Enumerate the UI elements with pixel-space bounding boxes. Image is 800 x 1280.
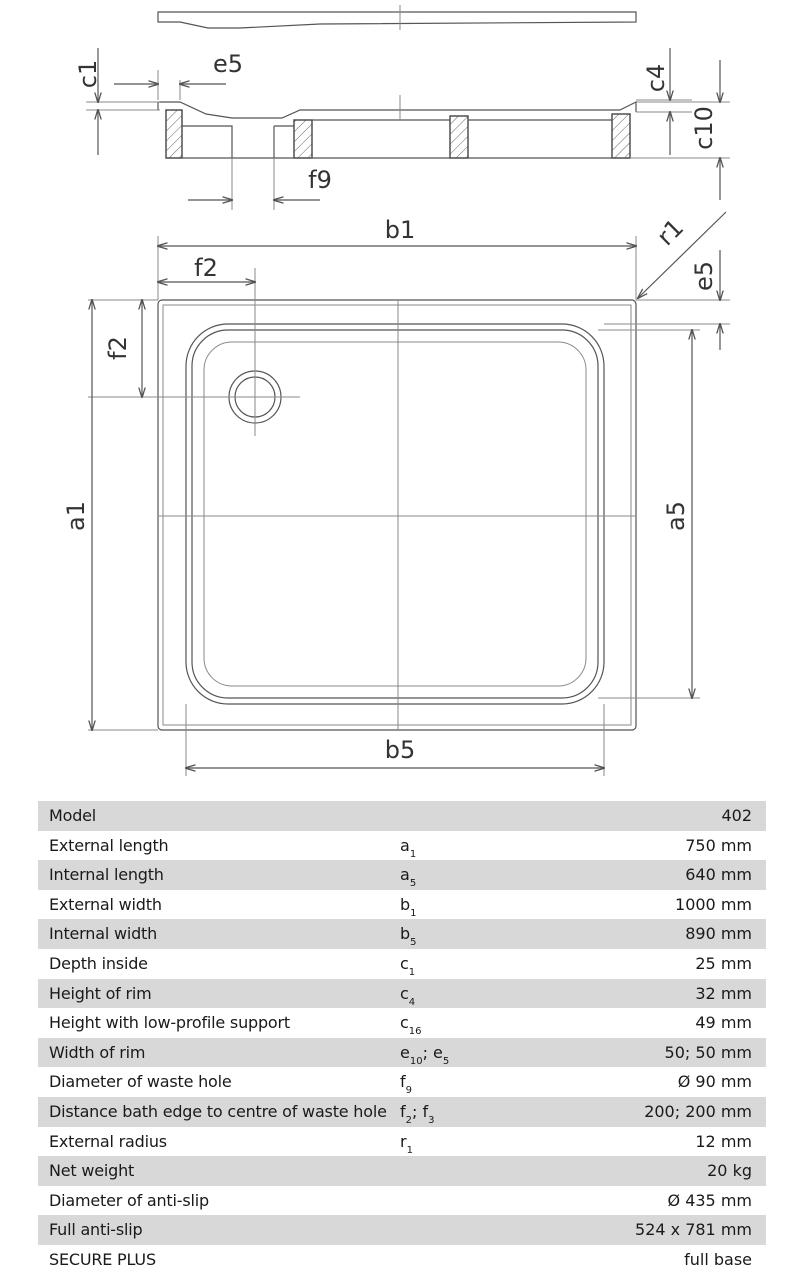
symbol-subscript: 4	[408, 996, 416, 1008]
row-symbol	[400, 1097, 435, 1127]
row-label: SECURE PLUS	[49, 1249, 156, 1269]
row-value: 640 mm	[685, 865, 752, 885]
symbol-letter: c	[400, 983, 409, 1003]
row-value: 12 mm	[695, 1131, 752, 1151]
row-label: Height with low-profile support	[49, 1013, 290, 1033]
symbol-subscript: 1	[408, 966, 416, 978]
table-row	[38, 1156, 766, 1186]
row-symbol	[400, 949, 415, 979]
table-row	[38, 860, 766, 890]
row-symbol	[400, 979, 415, 1009]
row-label: External width	[49, 894, 162, 914]
row-label: Diameter of anti-slip	[49, 1190, 209, 1210]
symbol-letter: b	[400, 894, 411, 914]
row-value: 49 mm	[695, 1013, 752, 1033]
label-e5-top: e5	[212, 50, 244, 78]
table-row	[38, 1097, 766, 1127]
row-value: 402	[721, 806, 752, 825]
row-symbol	[400, 890, 417, 920]
symbol-subscript: 2	[405, 1114, 413, 1126]
table-row	[38, 890, 766, 920]
label-f2-vertical: f2	[104, 336, 132, 360]
row-value: 524 x 781 mm	[635, 1220, 752, 1240]
row-value: 890 mm	[685, 924, 752, 944]
symbol-subscript: 5	[410, 937, 417, 949]
row-label: Internal width	[49, 924, 158, 944]
label-c1: c1	[74, 59, 102, 89]
label-c4: c4	[642, 63, 670, 93]
row-symbol	[400, 1067, 412, 1097]
symbol-letter: a	[400, 865, 410, 885]
row-symbol	[400, 860, 416, 890]
row-label: Depth inside	[49, 953, 148, 973]
specification-table	[38, 801, 766, 1275]
label-b1: b1	[384, 216, 416, 244]
row-value: 1000 mm	[675, 894, 752, 914]
symbol-letter: a	[400, 835, 410, 855]
symbol-letter: e	[400, 1042, 410, 1062]
label-c10: c10	[690, 106, 718, 150]
symbol-letter: b	[400, 924, 411, 944]
row-label: Height of rim	[49, 983, 152, 1003]
label-f2-horizontal: f2	[194, 254, 218, 282]
row-value: full base	[684, 1249, 752, 1269]
symbol-subscript: 3	[428, 1114, 435, 1126]
symbol-letter: ; f	[412, 1101, 429, 1121]
row-label: Model	[49, 806, 97, 825]
row-value: 200; 200 mm	[644, 1101, 752, 1121]
row-value: 25 mm	[695, 953, 752, 973]
table-row	[38, 919, 766, 949]
label-f9: f9	[308, 166, 332, 194]
tray-side-profile-top	[158, 5, 636, 30]
table-row	[38, 831, 766, 861]
table-row	[38, 801, 766, 831]
label-r1: r1	[651, 213, 690, 252]
row-value: 750 mm	[685, 835, 752, 855]
row-value: Ø 90 mm	[677, 1072, 752, 1092]
row-value: 32 mm	[695, 983, 752, 1003]
row-label: Net weight	[49, 1161, 135, 1181]
row-label: Distance bath edge to centre of waste hole	[49, 1101, 387, 1121]
table-row	[38, 1038, 766, 1068]
row-label: External radius	[49, 1131, 167, 1151]
table-row	[38, 1186, 766, 1216]
symbol-letter: c	[400, 1013, 409, 1033]
label-a5: a5	[662, 501, 690, 531]
row-label: External length	[49, 835, 169, 855]
plan-dimensions	[62, 212, 730, 776]
symbol-subscript: 1	[406, 1144, 413, 1156]
row-label: Diameter of waste hole	[49, 1072, 232, 1092]
symbol-letter: r	[400, 1131, 407, 1151]
label-a1: a1	[62, 501, 90, 531]
symbol-subscript: 10	[409, 1055, 423, 1067]
row-symbol	[400, 919, 417, 949]
table-row	[38, 1215, 766, 1245]
symbol-subscript: 5	[442, 1055, 450, 1067]
symbol-letter: c	[400, 953, 409, 973]
symbol-subscript: 1	[410, 907, 417, 919]
symbol-letter: f	[400, 1072, 406, 1092]
table-row	[38, 949, 766, 979]
row-value: Ø 435 mm	[667, 1190, 752, 1210]
table-row	[38, 1008, 766, 1038]
symbol-subscript: 1	[409, 848, 417, 860]
row-value: 50; 50 mm	[664, 1042, 752, 1062]
row-symbol	[400, 831, 416, 861]
table-row	[38, 1127, 766, 1157]
symbol-letter: f	[400, 1101, 406, 1121]
row-symbol	[400, 1008, 422, 1038]
row-label: Full anti-slip	[49, 1220, 143, 1240]
symbol-letter: ; e	[422, 1042, 443, 1062]
row-label: Width of rim	[49, 1042, 146, 1062]
tray-plan-view	[88, 268, 636, 730]
row-symbol	[400, 1038, 449, 1068]
table-row	[38, 1067, 766, 1097]
row-value: 20 kg	[707, 1161, 752, 1181]
table-row	[38, 979, 766, 1009]
symbol-subscript: 9	[405, 1085, 413, 1097]
row-label: Internal length	[49, 865, 164, 885]
table-row	[38, 1245, 766, 1275]
tray-cross-section	[158, 95, 636, 158]
label-b5: b5	[384, 736, 416, 764]
label-e5-right: e5	[690, 260, 718, 292]
symbol-subscript: 5	[409, 878, 417, 890]
row-symbol	[400, 1127, 413, 1157]
symbol-subscript: 16	[408, 1026, 422, 1038]
